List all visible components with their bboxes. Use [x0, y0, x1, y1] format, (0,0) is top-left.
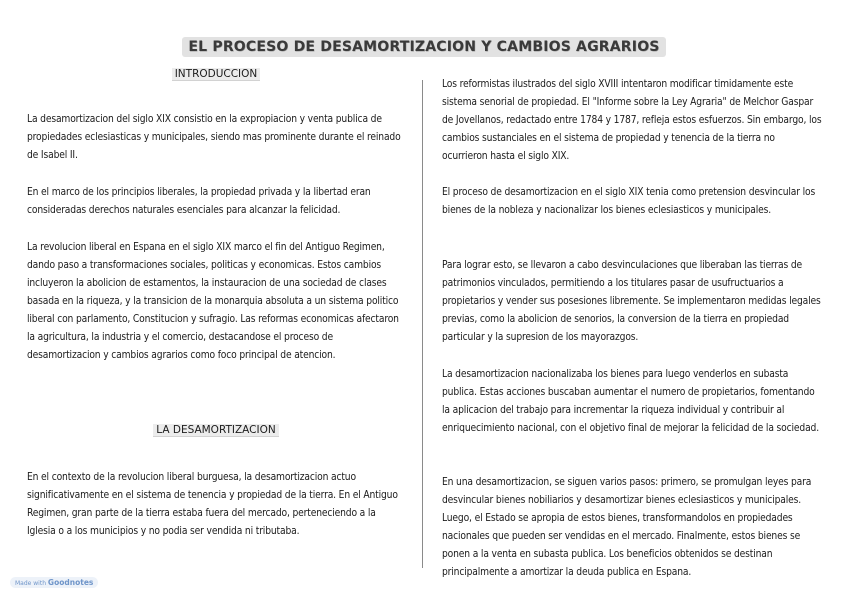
- watermark-brand: Goodnotes: [47, 578, 94, 587]
- paragraph-right-2: El proceso de desamortizacion en el siglo XIX tenia como pretension desvincular los bienes de la nobleza y nacionalizar los bienes eclesiasticos y municipales.: [442, 187, 816, 216]
- page-title-text: EL PROCESO DE DESAMORTIZACION Y CAMBIOS AGRARIOS: [182, 37, 665, 57]
- heading-desamortizacion: [27, 424, 405, 436]
- heading-introduccion-text: INTRODUCCION: [172, 68, 261, 80]
- paragraph-intro-2: En el marco de los principios liberales, la propiedad privada y la libertad eran consideradas derechos naturales esenciales para alcanzar la felicidad.: [27, 187, 371, 216]
- goodnotes-watermark: [10, 577, 98, 588]
- paragraph-right-4: La desamortizacion nacionalizaba los bienes para luego venderlos en subasta publica. Estas acciones buscaban aumentar el numero de propietarios, fomentando la aplicacion del trabajo para incrementar la riqueza individual y contribuir al enriquecimiento nacional, con el objetivo final de mejorar la felicidad de la sociedad.: [442, 369, 819, 434]
- column-divider: [422, 80, 423, 568]
- paragraph-right-3: Para lograr esto, se llevaron a cabo desvinculaciones que liberaban las tierras de patrimonios vinculados, permitiendo a los titulares pasar de usufructuarios a propietarios y vender sus posesiones libremente. Se implementaron medidas legales previas, como la abolicion de senorios, la conversion de la tierra en propiedad particular y la supresion de los mayorazgos.: [442, 260, 821, 343]
- paragraph-right-1: Los reformistas ilustrados del siglo XVIII intentaron modificar timidamente este sistema senorial de propiedad. El "Informe sobre la Ley Agraria" de Melchor Gaspar de Jovellanos, redactado entre 1784 y 1787, refleja estos esfuerzos. Sin embargo, los cambios sustanciales en el sistema de propiedad y tenencia de la tierra no ocurrieron hasta el siglo XIX.: [442, 79, 822, 162]
- paragraph-intro-1: La desamortizacion del siglo XIX consistio en la expropiacion y venta publica de propiedades eclesiasticas y municipales, siendo mas prominente durante el reinado de Isabel II.: [27, 114, 401, 161]
- heading-introduccion: [27, 68, 405, 80]
- heading-desamortizacion-text: LA DESAMORTIZACION: [153, 424, 278, 436]
- watermark-prefix: Made with: [15, 580, 46, 587]
- paragraph-desamortizacion-1: En el contexto de la revolucion liberal burguesa, la desamortizacion actuo significativamente en el sistema de tenencia y propiedad de la tierra. En el Antiguo Regimen, gran parte de la tierra estaba fuera del mercado, perteneciendo a la Iglesia o a los municipios y no podia ser vendida ni tributaba.: [27, 472, 398, 537]
- paragraph-intro-3: La revolucion liberal en Espana en el siglo XIX marco el fin del Antiguo Regimen, dando paso a transformaciones sociales, politicas y economicas. Estos cambios incluyeron la abolicion de estamentos, la instauracion de una sociedad de clases basada en la riqueza, y la transicion de la monarquia absoluta a un sistema politico liberal con parlamento, Constitucion y sufragio. Las reformas economicas afectaron la agricultura, la industria y el comercio, destacandose el proceso de desamortizacion y cambios agrarios como foco principal de atencion.: [27, 242, 399, 361]
- page-title: [0, 21, 848, 59]
- paragraph-right-5: En una desamortizacion, se siguen varios pasos: primero, se promulgan leyes para desvincular bienes nobiliarios y desamortizar bienes eclesiasticos y municipales. Luego, el Estado se apropia de estos bienes, transformandolos en propiedades nacionales que pueden ser vendidas en el mercado. Finalmente, estos bienes se ponen a la venta en subasta publica. Los beneficios obtenidos se destinan principalmente a amortizar la deuda publica en Espana.: [442, 477, 812, 578]
